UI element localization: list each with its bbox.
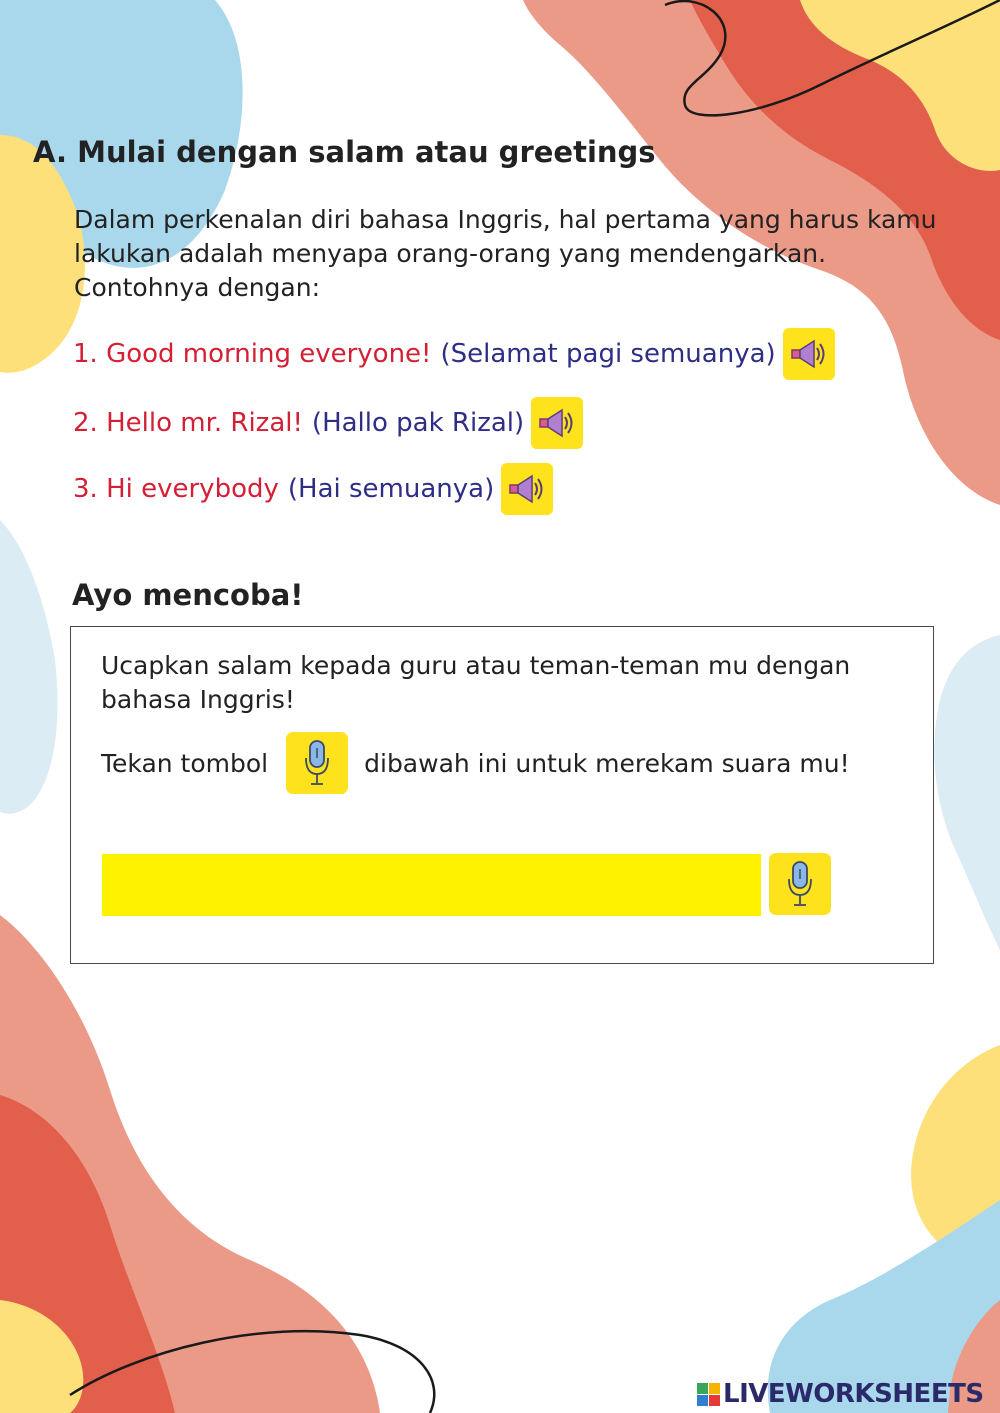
- speaker-icon: [536, 406, 578, 440]
- example-english: 2. Hello mr. Rizal!: [73, 408, 303, 438]
- example-translation: (Selamat pagi semuanya): [440, 339, 776, 369]
- practice-box: [70, 626, 934, 964]
- play-audio-button[interactable]: [783, 328, 835, 380]
- example-item-1: [73, 328, 835, 380]
- press-text-before: Tekan tombol: [101, 748, 269, 778]
- section-title: A. Mulai dengan salam atau greetings: [33, 135, 656, 169]
- example-english: 1. Good morning everyone!: [73, 339, 432, 369]
- microphone-illustration: [286, 732, 348, 794]
- liveworksheets-brand: [697, 1378, 984, 1410]
- example-translation: (Hai semuanya): [287, 474, 495, 504]
- brand-text: LIVEWORKSHEETS: [723, 1379, 984, 1409]
- play-audio-button[interactable]: [501, 463, 553, 515]
- practice-title: Ayo mencoba!: [72, 578, 304, 612]
- record-button[interactable]: [769, 853, 831, 915]
- practice-instruction: Ucapkan salam kepada guru atau teman-teman mu dengan bahasa Inggris!: [101, 651, 851, 714]
- intro-paragraph: Dalam perkenalan diri bahasa Inggris, hal pertama yang harus kamu lakukan adalah menyapa orang-orang yang mendengarkan. Contohnya dengan:: [74, 205, 937, 302]
- microphone-icon: [302, 738, 332, 788]
- microphone-icon: [785, 859, 815, 909]
- brand-logo-icon: [697, 1383, 720, 1406]
- recording-answer-field[interactable]: [102, 854, 761, 916]
- example-item-2: [73, 397, 583, 449]
- example-english: 3. Hi everybody: [73, 474, 279, 504]
- example-item-3: [73, 463, 553, 515]
- play-audio-button[interactable]: [531, 397, 583, 449]
- example-translation: (Hallo pak Rizal): [311, 408, 525, 438]
- press-text-after: dibawah ini untuk merekam suara mu!: [364, 748, 850, 778]
- speaker-icon: [506, 472, 548, 506]
- speaker-icon: [788, 337, 830, 371]
- record-instruction-row: [101, 731, 850, 795]
